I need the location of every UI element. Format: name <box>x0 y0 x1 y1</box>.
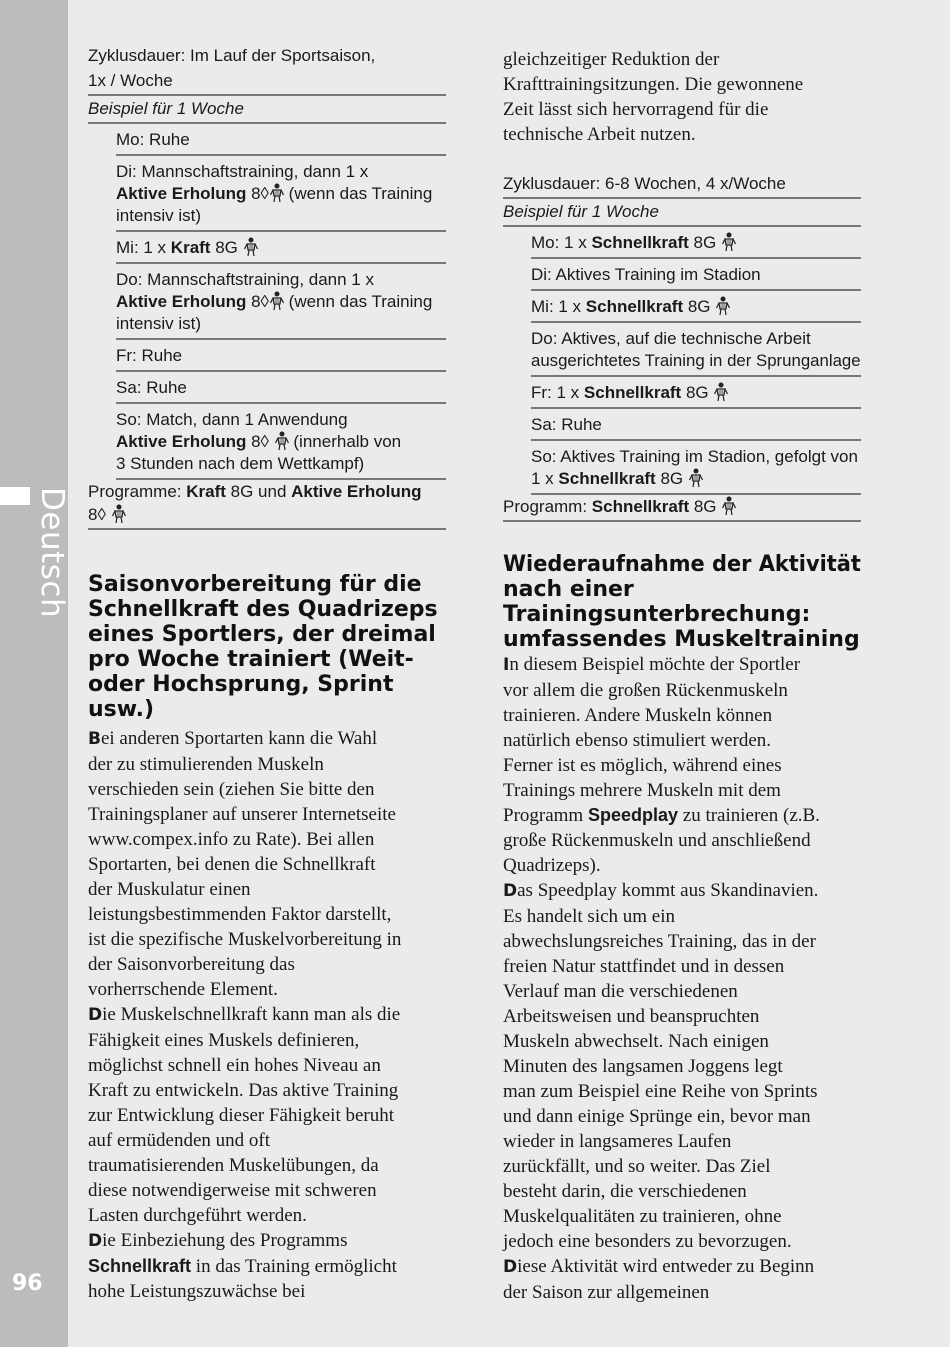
body-line <box>88 1279 446 1304</box>
body-line <box>503 47 861 72</box>
text-span: 1 x <box>531 469 559 488</box>
body-line <box>88 777 446 802</box>
right-body-text <box>503 652 861 1305</box>
body-line <box>88 1203 446 1228</box>
text-span: ausgerichtetes Training in der Sprunganlage <box>531 351 861 370</box>
program-name: Schnellkraft <box>591 497 690 516</box>
text-line <box>116 377 446 399</box>
text-span: Di: Aktives Training im Stadion <box>531 265 761 284</box>
athlete-figure-icon <box>722 496 736 516</box>
schedule-row <box>531 323 861 377</box>
language-tab-marker <box>0 487 30 505</box>
left-body-text <box>88 726 446 1304</box>
body-line <box>503 904 861 929</box>
body-line <box>88 977 446 1002</box>
program-name: Schnellkraft <box>591 233 689 252</box>
body-line <box>503 122 861 147</box>
athlete-figure-icon <box>112 504 126 524</box>
table-header-line <box>503 172 861 199</box>
program-name: Speedplay <box>587 805 679 825</box>
left-heading <box>88 572 446 722</box>
body-line <box>88 1254 446 1279</box>
text-span: gleichzeitiger Reduktion der <box>503 49 720 70</box>
body-line <box>503 1004 861 1029</box>
text-span: Verlauf man die verschiedenen <box>503 981 738 1002</box>
text-span: ie Einbeziehung des Programms <box>102 1230 348 1251</box>
text-span: Sportarten, bei denen die Schnellkraft <box>88 854 376 875</box>
text-span: große Rückenmuskeln und anschließend <box>503 830 811 851</box>
text-span: und dann einige Sprünge ein, bevor man <box>503 1106 811 1127</box>
text-span: Beispiel für 1 Woche <box>503 202 659 221</box>
text-line <box>116 205 446 227</box>
text-span: (innerhalb von <box>288 432 402 451</box>
text-span: freien Natur stattfindet und in dessen <box>503 956 785 977</box>
athlete-figure-icon <box>244 237 258 257</box>
text-span: der Muskulatur einen <box>88 879 251 900</box>
left-table-header <box>88 44 446 124</box>
text-span: vorherrschende Element. <box>88 979 278 1000</box>
text-span: 3 Stunden nach dem Wettkampf) <box>116 454 365 473</box>
page-number: 96 <box>12 1271 43 1296</box>
heading-line: umfassendes Muskeltraining <box>503 627 860 652</box>
text-span: Beispiel für 1 Woche <box>88 99 244 118</box>
text-span: (wenn das Training <box>283 292 433 311</box>
text-line <box>116 453 446 475</box>
program-name: Aktive Erholung <box>291 482 422 501</box>
text-span: 8G <box>210 238 243 257</box>
heading-line: Saisonvorbereitung für die <box>88 572 422 597</box>
schedule-row <box>116 156 446 232</box>
schedule-row <box>531 227 861 259</box>
body-line <box>88 952 446 977</box>
drop-cap: D <box>503 1257 518 1277</box>
text-line <box>531 328 861 350</box>
program-name: Aktive Erholung <box>116 292 247 311</box>
body-line <box>503 72 861 97</box>
body-line <box>503 1079 861 1104</box>
heading-line: eines Sportlers, der dreimal <box>88 622 436 647</box>
text-line <box>116 161 446 183</box>
right-table-header <box>503 172 861 227</box>
text-span: Sa: Ruhe <box>116 378 187 397</box>
body-line <box>503 703 861 728</box>
programme-text-line <box>88 480 446 503</box>
schedule-row <box>531 259 861 291</box>
text-span: abwechslungsreiches Training, das in der <box>503 931 816 952</box>
text-span: möglichst schnell ein hohes Niveau an <box>88 1055 381 1076</box>
text-line <box>116 129 446 151</box>
text-span: ie Muskelschnellkraft kann man als die <box>102 1004 401 1025</box>
text-span: intensiv ist) <box>116 206 202 225</box>
text-span: traumatisierenden Muskelübungen, da <box>88 1155 379 1176</box>
text-span: Ferner ist es möglich, während eines <box>503 755 782 776</box>
body-line <box>503 728 861 753</box>
program-name: Schnellkraft <box>88 1256 192 1276</box>
heading-line: Schnellkraft des Quadrizeps <box>88 597 438 622</box>
text-span: trainieren. Andere Muskeln können <box>503 705 773 726</box>
text-span: besteht darin, die verschiedenen <box>503 1181 747 1202</box>
heading-line: pro Woche trainiert (Weit- <box>88 647 414 672</box>
body-line <box>88 1178 446 1203</box>
body-line <box>503 954 861 979</box>
right-intro-text <box>503 47 861 147</box>
body-line <box>503 853 861 878</box>
text-span: Zyklusdauer: Im Lauf der Sportsaison, <box>88 46 376 65</box>
body-line <box>503 1154 861 1179</box>
text-line <box>116 345 446 367</box>
program-name: Kraft <box>170 238 211 257</box>
schedule-row <box>531 291 861 323</box>
text-span: Mi: 1 x <box>531 297 586 316</box>
body-line <box>503 1179 861 1204</box>
table-header-line <box>88 44 446 69</box>
drop-cap: I <box>503 655 510 675</box>
text-span: Fr: 1 x <box>531 383 584 402</box>
text-span: 8G <box>688 233 721 252</box>
body-line <box>503 828 861 853</box>
table-subheading <box>88 96 446 124</box>
text-span: verschieden sein (ziehen Sie bitte den <box>88 779 375 800</box>
drop-cap: D <box>88 1231 103 1251</box>
body-line <box>503 878 861 904</box>
left-programme-line <box>88 480 446 530</box>
drop-cap: D <box>88 1005 103 1025</box>
body-line <box>88 802 446 827</box>
text-span: Arbeitsweisen und beanspruchten <box>503 1006 760 1027</box>
drop-cap: D <box>503 881 518 901</box>
text-span: Sa: Ruhe <box>531 415 602 434</box>
text-span: auf ermüdenden und oft <box>88 1130 271 1151</box>
text-span: vor allem die großen Rückenmuskeln <box>503 680 788 701</box>
programme-text-line <box>503 495 861 518</box>
body-line <box>88 1153 446 1178</box>
text-span: hohe Leistungszuwächse bei <box>88 1281 306 1302</box>
athlete-figure-icon <box>716 296 730 316</box>
schedule-row <box>116 372 446 404</box>
schedule-row <box>116 124 446 156</box>
text-span: man zum Beispiel eine Reihe von Sprints <box>503 1081 818 1102</box>
text-span: 8G <box>681 383 714 402</box>
body-line <box>503 678 861 703</box>
body-line <box>503 929 861 954</box>
schedule-row <box>531 409 861 441</box>
athlete-figure-icon <box>689 468 703 488</box>
text-span: (wenn das Training <box>283 184 433 203</box>
body-line <box>503 1129 861 1154</box>
text-span: 8◊ <box>246 432 274 451</box>
athlete-figure-icon <box>722 232 736 252</box>
text-span: Mo: 1 x <box>531 233 592 252</box>
text-span: intensiv ist) <box>116 314 202 333</box>
left-column <box>88 44 446 1304</box>
text-line <box>116 409 446 431</box>
text-line <box>531 350 861 372</box>
text-span: Programm <box>503 805 588 826</box>
text-span: Quadrizeps). <box>503 855 601 876</box>
program-name: Aktive Erholung <box>116 432 247 451</box>
program-name: Schnellkraft <box>583 383 682 402</box>
text-span: zu trainieren (z.B. <box>678 805 820 826</box>
athlete-figure-icon <box>270 183 284 203</box>
body-line <box>503 1254 861 1280</box>
text-span: as Speedplay kommt aus Skandinavien. <box>517 880 819 901</box>
body-line <box>88 852 446 877</box>
text-span: Trainingsplaner auf unserer Internetseite <box>88 804 396 825</box>
text-span: Programme: <box>88 482 187 501</box>
text-span: zur Entwicklung dieser Fähigkeit beruht <box>88 1105 395 1126</box>
body-line <box>88 726 446 752</box>
body-line <box>88 1028 446 1053</box>
body-line <box>503 1204 861 1229</box>
body-line <box>88 1228 446 1254</box>
text-span: natürlich ebenso stimuliert werden. <box>503 730 772 751</box>
table-subheading <box>503 199 861 227</box>
text-span: So: Aktives Training im Stadion, gefolgt von <box>531 447 858 466</box>
schedule-row <box>531 377 861 409</box>
text-span: diese notwendigerweise mit schweren <box>88 1180 377 1201</box>
right-week-schedule <box>503 227 861 495</box>
body-line <box>503 979 861 1004</box>
body-line <box>88 752 446 777</box>
text-span: Krafttrainingsitzungen. Die gewonnene <box>503 74 804 95</box>
text-line <box>116 291 446 313</box>
schedule-row <box>116 404 446 480</box>
text-span: 8G <box>683 297 716 316</box>
heading-line: Wiederaufnahme der Aktivität <box>503 552 861 577</box>
body-line <box>503 1104 861 1129</box>
text-span: So: Match, dann 1 Anwendung <box>116 410 348 429</box>
left-week-schedule <box>88 124 446 480</box>
body-line <box>503 97 861 122</box>
text-line <box>531 382 861 404</box>
body-line <box>88 877 446 902</box>
heading-line: usw.) <box>88 697 155 722</box>
text-span: der Saison zur allgemeinen <box>503 1282 710 1303</box>
text-span: Mo: Ruhe <box>116 130 190 149</box>
body-line <box>503 803 861 828</box>
text-line <box>531 232 861 254</box>
schedule-row <box>116 232 446 264</box>
text-span: jedoch eine besonders zu bevorzugen. <box>503 1231 792 1252</box>
body-line <box>88 1053 446 1078</box>
text-span: Fr: Ruhe <box>116 346 183 365</box>
program-name: Schnellkraft <box>558 469 656 488</box>
body-line <box>503 652 861 678</box>
program-name: Kraft <box>186 482 226 501</box>
program-name: Schnellkraft <box>585 297 684 316</box>
text-span: Zeit lässt sich hervorragend für die <box>503 99 769 120</box>
text-line <box>116 183 446 205</box>
body-line <box>88 902 446 927</box>
text-span: Do: Aktives, auf die technische Arbeit <box>531 329 811 348</box>
text-line <box>116 269 446 291</box>
schedule-row <box>531 441 861 495</box>
drop-cap: B <box>88 729 101 749</box>
body-line <box>88 827 446 852</box>
text-span: Programm: <box>503 497 592 516</box>
text-span: ist die spezifische Muskelvorbereitung in <box>88 929 402 950</box>
text-span: Trainings mehrere Muskeln mit dem <box>503 780 781 801</box>
text-span: 8G und <box>225 482 292 501</box>
text-line <box>116 313 446 335</box>
body-line <box>88 1002 446 1028</box>
text-span: 8G <box>655 469 688 488</box>
text-span: www.compex.info zu Rate). Bei allen <box>88 829 375 850</box>
text-span: Zyklusdauer: 6-8 Wochen, 4 x/Woche <box>503 174 786 193</box>
text-line <box>531 468 861 490</box>
athlete-figure-icon <box>270 291 284 311</box>
text-span: iese Aktivität wird entweder zu Beginn <box>517 1256 815 1277</box>
body-line <box>503 1029 861 1054</box>
programme-text-line <box>88 503 446 526</box>
body-line <box>88 927 446 952</box>
body-line <box>88 1078 446 1103</box>
athlete-figure-icon <box>275 431 289 451</box>
language-label: Deutsch <box>34 487 70 619</box>
text-line <box>531 264 861 286</box>
text-span: wieder in langsameres Laufen <box>503 1131 732 1152</box>
sidebar <box>0 0 68 1347</box>
heading-line: oder Hochsprung, Sprint <box>88 672 394 697</box>
text-span: technische Arbeit nutzen. <box>503 124 696 145</box>
body-line <box>503 1280 861 1305</box>
text-span: 8◊ <box>246 184 269 203</box>
right-programme-line <box>503 495 861 522</box>
body-line <box>503 1054 861 1079</box>
text-span: 8G <box>689 497 722 516</box>
schedule-row <box>116 340 446 372</box>
text-span: Muskelqualitäten zu trainieren, ohne <box>503 1206 782 1227</box>
text-span: leistungsbestimmenden Faktor darstellt, <box>88 904 392 925</box>
text-span: Do: Mannschaftstraining, dann 1 x <box>116 270 374 289</box>
text-span: der zu stimulierenden Muskeln <box>88 754 324 775</box>
text-span: ei anderen Sportarten kann die Wahl <box>100 728 378 749</box>
right-heading <box>503 552 861 652</box>
body-line <box>88 1103 446 1128</box>
body-line <box>503 1229 861 1254</box>
body-line <box>503 778 861 803</box>
heading-line: nach einer <box>503 577 634 602</box>
text-line <box>531 446 861 468</box>
text-span: Muskeln abwechselt. Nach einigen <box>503 1031 769 1052</box>
text-span: Fähigkeit eines Muskels definieren, <box>88 1030 360 1051</box>
text-span: Lasten durchgeführt werden. <box>88 1205 307 1226</box>
table-header-line <box>88 69 446 96</box>
text-span: n diesem Beispiel möchte der Sportler <box>509 654 801 675</box>
text-line <box>531 296 861 318</box>
text-span: Minuten des langsamen Joggens legt <box>503 1056 783 1077</box>
body-line <box>503 753 861 778</box>
text-span: zurückfällt, und so weiter. Das Ziel <box>503 1156 771 1177</box>
text-span: 8◊ <box>246 292 269 311</box>
schedule-row <box>116 264 446 340</box>
heading-line: Trainingsunterbrechung: <box>503 602 811 627</box>
text-line <box>531 414 861 436</box>
text-span: in das Training ermöglicht <box>191 1256 397 1277</box>
text-span: 1x / Woche <box>88 71 173 90</box>
text-line <box>116 431 446 453</box>
text-span: Es handelt sich um ein <box>503 906 676 927</box>
text-span: 8◊ <box>88 505 111 524</box>
text-span: Kraft zu entwickeln. Das aktive Training <box>88 1080 399 1101</box>
body-line <box>88 1128 446 1153</box>
text-span: Di: Mannschaftstraining, dann 1 x <box>116 162 369 181</box>
text-span: Mi: 1 x <box>116 238 171 257</box>
program-name: Aktive Erholung <box>116 184 247 203</box>
right-column <box>503 47 861 1305</box>
text-line <box>116 237 446 259</box>
text-span: der Saisonvorbereitung das <box>88 954 295 975</box>
athlete-figure-icon <box>714 382 728 402</box>
